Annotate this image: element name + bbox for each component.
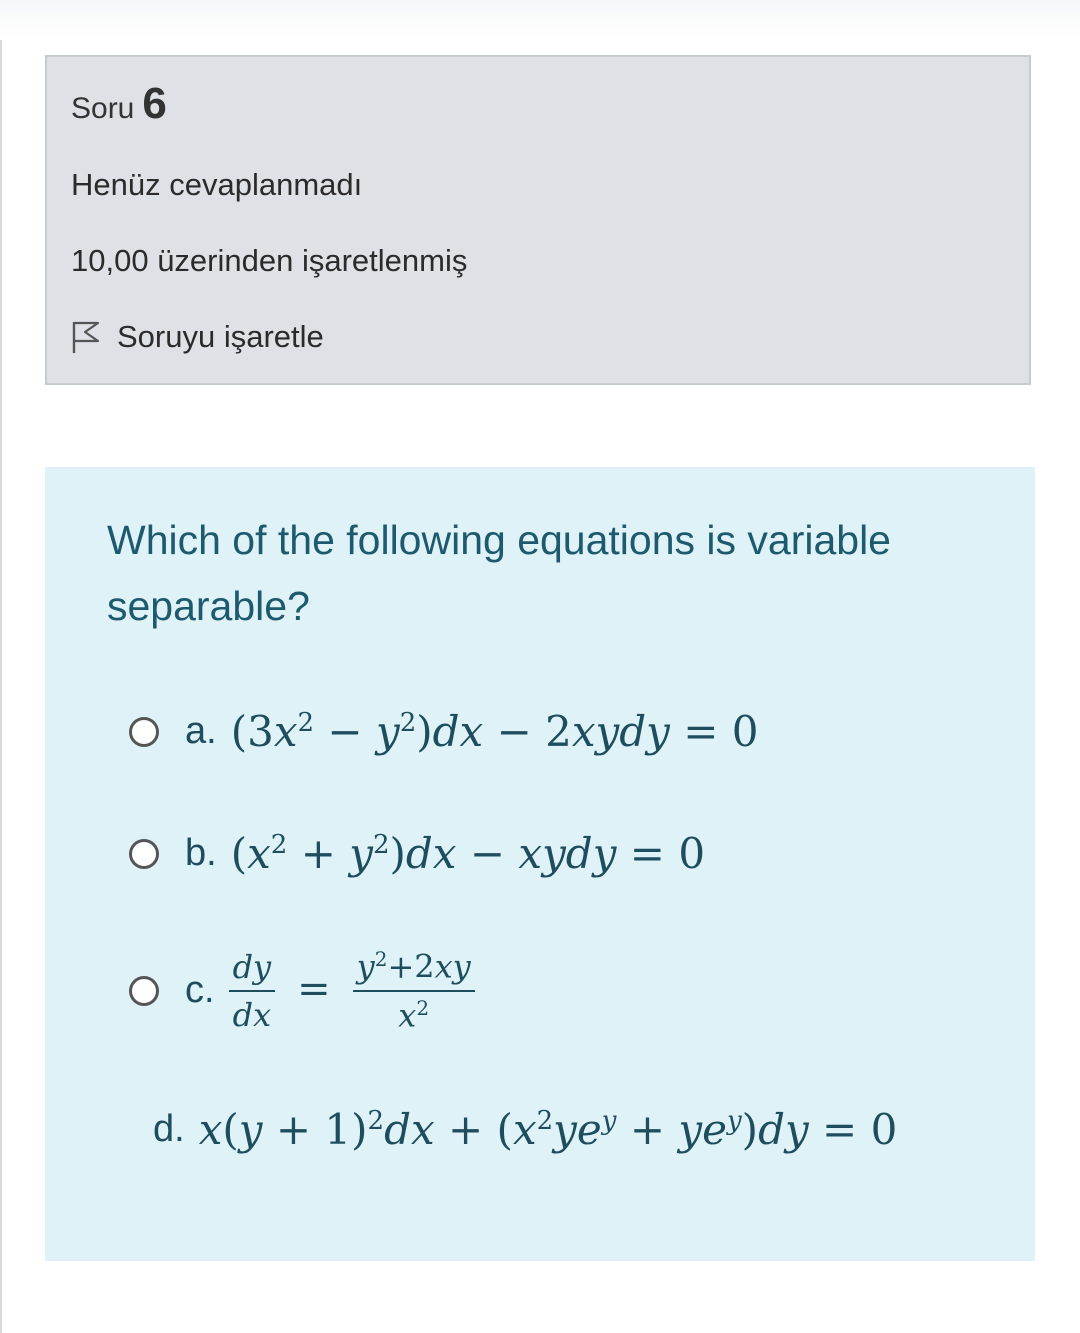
radio-option-a[interactable] xyxy=(129,717,159,747)
answer-equation-b: $(x^2 + y^2)dx$ − xydy = 0 xyxy=(230,829,706,878)
question-text: Which of the following equations is variable separable? xyxy=(107,517,891,629)
question-info-panel xyxy=(45,55,1031,385)
flag-icon xyxy=(71,320,101,354)
flag-question-button[interactable] xyxy=(71,319,324,355)
question-number: 6 xyxy=(142,79,167,128)
answer-option-d[interactable] xyxy=(153,1105,897,1154)
question-state: Henüz cevaplanmadı xyxy=(71,167,363,202)
top-bar-shadow xyxy=(0,0,1080,40)
answer-option-a[interactable] xyxy=(129,707,759,756)
answer-letter-c: c. xyxy=(185,969,215,1012)
question-grade: 10,00 üzerinden işaretlenmiş xyxy=(71,243,468,278)
question-label: Soru xyxy=(71,92,135,125)
answer-option-c[interactable] xyxy=(129,947,475,1034)
answer-letter-a: a. xyxy=(185,710,217,752)
answer-letter-d: d. xyxy=(153,1108,185,1150)
question-title xyxy=(71,79,167,129)
answer-equation-d: $x(y + 1)^2dx + (x^2ye^y + ye^y)dy = 0$ xyxy=(198,1105,898,1154)
flag-question-label: Soruyu işaretle xyxy=(117,319,324,354)
answer-letter-b: b. xyxy=(185,832,217,874)
radio-option-b[interactable] xyxy=(129,839,159,869)
page-left-border xyxy=(0,40,2,1333)
question-content xyxy=(45,467,1035,1261)
answer-equation-c: $\frac{dy}{dx}$ = $\frac{y^2+2xy}{x^2}$ xyxy=(229,947,475,1034)
answer-equation-a: $(3x^2 - y^2)dx$ − 2xydy = 0 xyxy=(230,707,759,756)
answer-option-b[interactable] xyxy=(129,829,705,878)
radio-option-c[interactable] xyxy=(129,976,159,1006)
